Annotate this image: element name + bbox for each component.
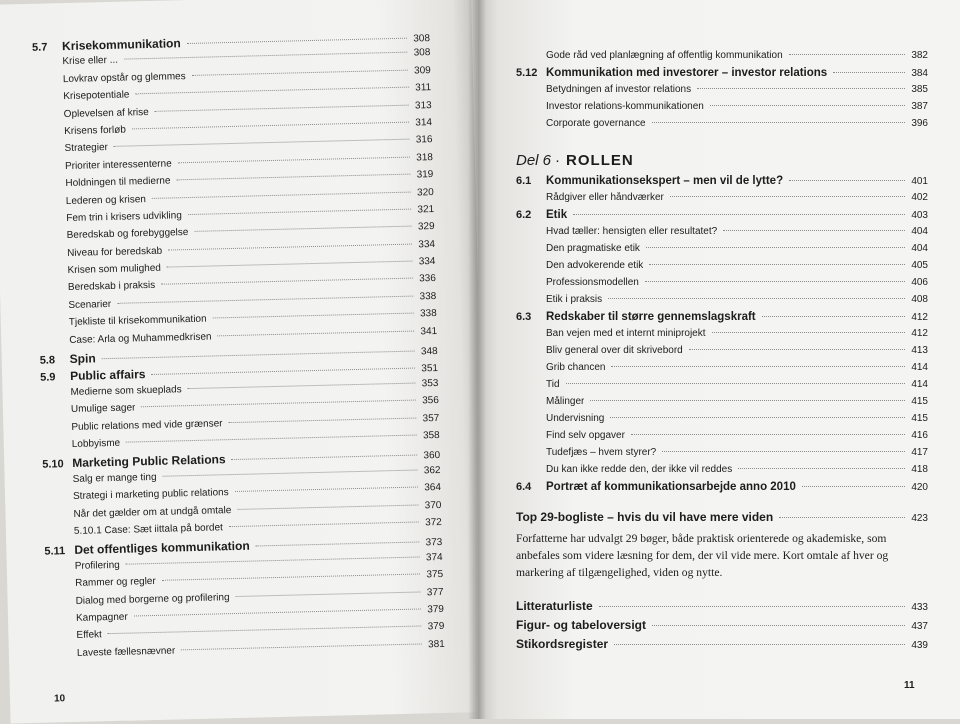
toc-entry (516, 345, 928, 362)
left-toc (32, 30, 445, 666)
leader-dots (631, 434, 905, 435)
entry-title: Tid (546, 379, 560, 390)
toc-entry (516, 192, 928, 209)
leader-dots (599, 606, 906, 607)
entry-title: Portræt af kommunikationsarbejde anno 2010 (546, 481, 796, 493)
leader-dots (652, 122, 906, 123)
entry-page-number: 316 (415, 134, 433, 146)
entry-title: Rådgiver eller håndværker (546, 192, 664, 203)
entry-title: Lederen og krisen (65, 193, 147, 207)
toc-entry (516, 328, 928, 345)
entry-page-number: 379 (427, 603, 445, 616)
toc-entry (516, 430, 928, 447)
leader-dots (155, 104, 409, 111)
entry-page-number: 377 (426, 586, 444, 598)
leader-dots (167, 261, 413, 268)
entry-page-number: 414 (911, 362, 928, 373)
entry-page-number: 384 (911, 68, 928, 79)
right-page-number: 11 (904, 680, 915, 691)
leader-dots (652, 625, 905, 626)
section-number (45, 569, 75, 570)
entry-title: Holdningen til medierne (65, 175, 171, 190)
leader-dots (614, 644, 905, 645)
leader-dots (168, 243, 412, 250)
entry-title: Prioriter interessenterne (64, 158, 172, 172)
entry-page-number: 370 (424, 499, 442, 511)
entry-title: Betydningen af investor relations (546, 84, 692, 95)
leader-dots (762, 316, 906, 317)
right-page (478, 0, 960, 719)
right-toc (516, 50, 928, 656)
entry-page-number: 404 (911, 226, 928, 237)
section-number (37, 256, 67, 257)
entry-page-number: 334 (418, 256, 436, 268)
toc-entry (516, 84, 928, 101)
entry-title: Rammer og regler (75, 576, 156, 590)
entry-title: Professionsmodellen (546, 277, 639, 288)
section-number (38, 290, 68, 291)
toc-entry (516, 294, 928, 311)
toc-section-entry (516, 67, 928, 84)
section-number (35, 169, 65, 170)
leader-dots (187, 38, 408, 44)
leader-dots (236, 591, 421, 597)
section-number (36, 221, 66, 222)
entry-title: Investor relations-kommunikationen (546, 101, 704, 112)
entry-page-number: 311 (415, 82, 432, 94)
leader-dots (134, 608, 422, 616)
entry-page-number: 374 (425, 551, 443, 564)
entry-title: Beredskab og forebyggelse (66, 227, 189, 242)
spacer (516, 581, 928, 599)
entry-page-number: 338 (419, 308, 437, 320)
entry-title: Salg er mange ting (72, 471, 157, 485)
leader-dots (126, 556, 420, 564)
section-number: 5.8 (39, 354, 56, 367)
entry-title: Målinger (546, 396, 585, 407)
toc-entry (516, 101, 928, 118)
toc-entry (516, 277, 928, 294)
leader-dots (649, 264, 905, 265)
entry-page-number: 420 (911, 482, 928, 493)
entry-title: Undervisning (546, 413, 605, 424)
leader-dots (237, 504, 418, 509)
entry-title: Medierne som skueplads (70, 384, 182, 398)
entry-page-number: 418 (911, 464, 928, 475)
leader-dots (135, 87, 409, 95)
leader-dots (163, 469, 418, 476)
entry-page-number: 373 (425, 537, 443, 549)
entry-page-number: 387 (911, 101, 928, 112)
leader-dots (235, 487, 419, 492)
leader-dots (833, 72, 905, 73)
entry-page-number: 412 (911, 328, 928, 339)
entry-title: Case: Arla og Muhammedkrisen (69, 331, 212, 346)
entry-page-number: 416 (911, 430, 928, 441)
entry-page-number: 385 (911, 84, 928, 95)
section-number: 5.7 (31, 41, 48, 54)
entry-title: Kommunikation med investorer – investor relations (546, 67, 828, 79)
part-entries (516, 175, 928, 498)
entry-page-number: 382 (911, 50, 928, 61)
toc-entry (516, 413, 928, 430)
section-number (41, 395, 71, 396)
entry-title: Stikordsregister (516, 637, 609, 651)
leader-dots (117, 295, 413, 303)
book-gutter (468, 0, 486, 719)
entry-title: Gode råd ved planlægning af offentlig kommunikation (546, 50, 783, 61)
entry-title: Litteraturliste (516, 599, 593, 613)
section-number (38, 273, 68, 274)
entry-page-number: 412 (911, 312, 928, 323)
part-separator: · (555, 152, 561, 169)
leader-dots (610, 417, 905, 418)
entry-title: Find selv opgaver (546, 430, 625, 441)
entry-page-number: 433 (911, 602, 928, 613)
entry-page-number: 314 (415, 117, 433, 129)
leader-dots (232, 455, 418, 461)
leader-dots (697, 88, 905, 89)
entry-page-number: 439 (911, 640, 928, 651)
leader-dots (646, 247, 905, 248)
entry-page-number: 406 (911, 277, 928, 288)
leader-dots (188, 382, 416, 389)
entry-page-number: 321 (417, 203, 435, 216)
entry-title: Når det gælder om at undgå omtale (73, 504, 232, 520)
section-number (36, 204, 66, 205)
section-number: 5.9 (40, 371, 56, 385)
entry-title: Beredskab i praksis (67, 280, 156, 294)
toc-entry (516, 396, 928, 413)
entry-title: Umulige sager (70, 402, 136, 416)
leader-dots (229, 521, 419, 527)
leader-dots (710, 105, 905, 106)
entry-title: Kampagner (75, 611, 128, 624)
entry-page-number: 362 (423, 464, 441, 477)
part-title: ROLLEN (566, 152, 634, 169)
entry-title: Figur- og tabeloversigt (516, 618, 647, 632)
part-heading (516, 135, 928, 175)
entry-title: Krisens forløb (64, 124, 126, 138)
leader-dots (126, 435, 417, 443)
entry-title: Redskaber til større gennemslagskraft (546, 311, 756, 323)
toc-entry (516, 226, 928, 243)
leader-dots (194, 226, 412, 232)
entry-page-number: 320 (416, 186, 434, 198)
leader-dots (114, 139, 410, 147)
entry-title: Fem trin i krisers udvikling (66, 210, 182, 224)
entry-page-number: 437 (911, 621, 928, 632)
top29-page: 423 (911, 513, 928, 524)
section-number: 6.4 (516, 481, 532, 493)
section-number (37, 238, 67, 239)
entry-page-number: 313 (414, 99, 432, 112)
entry-page-number: 341 (420, 325, 438, 338)
toc-entry (516, 618, 928, 637)
section-number (43, 499, 73, 500)
entry-page-number: 336 (419, 273, 436, 285)
entry-title: Du kan ikke redde den, der ikke vil reddes (546, 464, 733, 475)
entry-title: Krise eller ... (62, 55, 119, 68)
entry-page-number: 360 (423, 450, 441, 462)
section-number: 5.10 (42, 458, 64, 472)
section-number (47, 656, 77, 657)
toc-entry (516, 260, 928, 277)
entry-page-number: 381 (427, 638, 445, 650)
back-matter (516, 599, 928, 656)
section-number (34, 117, 64, 118)
leader-dots (779, 517, 905, 518)
left-page-number: 10 (53, 693, 66, 705)
leader-dots (161, 278, 413, 285)
entry-title: Strategier (64, 142, 109, 155)
entry-page-number: 372 (424, 516, 442, 529)
leader-dots (738, 468, 905, 469)
section-number (33, 64, 63, 65)
section-number (44, 534, 74, 535)
entry-title: Tudefjæs – hvem styrer? (546, 447, 657, 458)
toc-entry (516, 637, 928, 656)
entry-title: Ban vejen med et internt miniprojekt (546, 328, 706, 339)
leader-dots (802, 486, 905, 487)
leader-dots (573, 214, 905, 215)
section-number (46, 603, 76, 604)
entry-page-number: 404 (911, 243, 928, 254)
toc-entry (516, 50, 928, 67)
entry-title: Den advokerende etik (546, 260, 644, 271)
entry-title: Public affairs (69, 367, 146, 384)
section-number: 5.11 (44, 545, 66, 558)
entry-page-number: 415 (911, 396, 928, 407)
entry-title: Marketing Public Relations (72, 452, 226, 471)
entry-title: Effekt (76, 629, 102, 642)
entry-page-number: 417 (911, 447, 928, 458)
top29-description: Forfatterne har udvalgt 29 bøger, både praktisk orienterede og akademiske, som anbefales som videre læsning for dem, der vil vide mere. Kort omtale af hver og markering af tilgængelighed, viden og nytte. (516, 532, 889, 579)
toc-section-entry (516, 209, 928, 226)
section-number (33, 82, 63, 83)
leader-dots (124, 52, 408, 60)
leader-dots (789, 180, 905, 181)
entry-page-number: 357 (422, 412, 440, 424)
toc-entry (516, 118, 928, 135)
toc-entry (516, 599, 928, 618)
section-number (45, 586, 75, 587)
leader-dots (152, 191, 411, 198)
entry-title: Spin (69, 351, 96, 367)
leader-dots (670, 196, 905, 197)
entry-title: Kommunikationsekspert – men vil de lytte? (546, 175, 784, 187)
entry-page-number: 358 (422, 429, 440, 442)
entry-page-number: 413 (911, 345, 928, 356)
section-number (39, 343, 69, 344)
top29-title: Top 29-bogliste – hvis du vil have mere viden (516, 510, 774, 524)
leader-dots (611, 366, 905, 367)
leader-dots (662, 451, 905, 452)
leader-dots (162, 574, 421, 581)
leader-dots (712, 332, 906, 333)
entry-title: Public relations med vide grænser (71, 417, 223, 433)
entry-title: Den pragmatiske etik (546, 243, 640, 254)
toc-entry (516, 243, 928, 260)
entry-title: Tjekliste til krisekommunikation (68, 313, 207, 329)
right-top-entries (516, 50, 928, 135)
leader-dots (213, 313, 414, 319)
entry-title: Lovkrav opstår og glemmes (62, 70, 186, 85)
entry-page-number: 353 (421, 377, 439, 390)
entry-title: Krisen som mulighed (67, 262, 162, 277)
entry-page-number: 408 (911, 294, 928, 305)
section-number: 6.2 (516, 209, 532, 221)
entry-title: Etik (546, 209, 568, 221)
leader-dots (789, 54, 906, 55)
section-number (41, 430, 71, 431)
toc-section-entry (516, 311, 928, 328)
leader-dots (102, 351, 415, 360)
section-number (43, 482, 73, 483)
section-number (47, 638, 77, 639)
entry-page-number: 329 (417, 221, 435, 233)
entry-page-number: 348 (420, 346, 438, 358)
entry-title: Dialog med borgerne og profilering (75, 591, 230, 607)
entry-title: Niveau for beredskab (66, 245, 163, 259)
toc-section-entry (516, 175, 928, 192)
entry-title: Grib chancen (546, 362, 606, 373)
entry-page-number: 338 (419, 290, 437, 303)
section-number: 5.12 (516, 67, 538, 79)
entry-page-number: 334 (418, 238, 436, 251)
entry-title: 5.10.1 Case: Sæt iittala på bordet (73, 522, 223, 537)
section-number (35, 186, 65, 187)
leader-dots (176, 174, 410, 181)
entry-page-number: 351 (421, 363, 439, 375)
entry-page-number: 308 (413, 47, 431, 59)
leader-dots (217, 330, 414, 336)
entry-title: Etik i praksis (546, 294, 603, 305)
section-number (42, 447, 72, 448)
entry-page-number: 309 (413, 64, 431, 77)
entry-page-number: 319 (416, 169, 434, 181)
leader-dots (723, 230, 905, 231)
section-number (46, 621, 76, 622)
toc-entry (516, 464, 928, 481)
leader-dots (228, 417, 416, 423)
leader-dots (645, 281, 905, 282)
section-number (34, 134, 64, 135)
section-number (33, 99, 63, 100)
section-number (41, 412, 71, 413)
entry-page-number: 308 (413, 33, 431, 45)
entry-title: Krisepotentiale (63, 89, 130, 103)
entry-title: Corporate governance (546, 118, 646, 129)
leader-dots (132, 122, 410, 130)
entry-title: Krisekommunikation (61, 36, 181, 54)
entry-page-number: 403 (911, 210, 928, 221)
entry-page-number: 318 (416, 151, 434, 164)
entry-title: Hvad tæller: hensigten eller resultatet? (546, 226, 718, 237)
leader-dots (188, 209, 412, 215)
entry-page-number: 364 (424, 482, 442, 494)
entry-page-number: 396 (911, 118, 928, 129)
entry-title: Det offentliges kommunikation (74, 538, 250, 558)
section-number (44, 516, 74, 517)
leader-dots (566, 383, 906, 384)
toc-entry (516, 447, 928, 464)
toc-section-entry (516, 481, 928, 498)
section-number: 6.3 (516, 311, 532, 323)
entry-title: Laveste fællesnævner (76, 645, 176, 659)
entry-title: Strategi i marketing public relations (72, 487, 229, 503)
entry-page-number: 401 (911, 176, 928, 187)
toc-entry (516, 379, 928, 396)
leader-dots (151, 368, 415, 375)
section-number: 6.1 (516, 175, 532, 187)
entry-page-number: 379 (427, 621, 445, 633)
section-number (39, 325, 69, 326)
entry-page-number: 405 (911, 260, 928, 271)
leader-dots (608, 298, 905, 299)
leader-dots (192, 69, 408, 75)
leader-dots (256, 542, 420, 547)
leader-dots (141, 400, 416, 408)
entry-title: Oplevelsen af krise (63, 106, 149, 120)
entry-page-number: 402 (911, 192, 928, 203)
leader-dots (590, 400, 905, 401)
entry-title: Profilering (74, 559, 120, 572)
toc-entry (516, 362, 928, 379)
leader-dots (689, 349, 906, 350)
entry-page-number: 414 (911, 379, 928, 390)
leader-dots (178, 156, 411, 163)
entry-title: Scenarier (68, 298, 112, 311)
section-number (35, 151, 65, 152)
leader-dots (181, 643, 422, 650)
section-number (38, 308, 68, 309)
entry-page-number: 356 (422, 395, 439, 407)
top29-entry (516, 510, 928, 530)
entry-title: Bliv general over dit skrivebord (546, 345, 683, 356)
entry-title: Lobbyisme (71, 437, 121, 450)
entry-page-number: 375 (426, 569, 444, 581)
part-label: Del 6 (516, 152, 552, 169)
entry-page-number: 415 (911, 413, 928, 424)
